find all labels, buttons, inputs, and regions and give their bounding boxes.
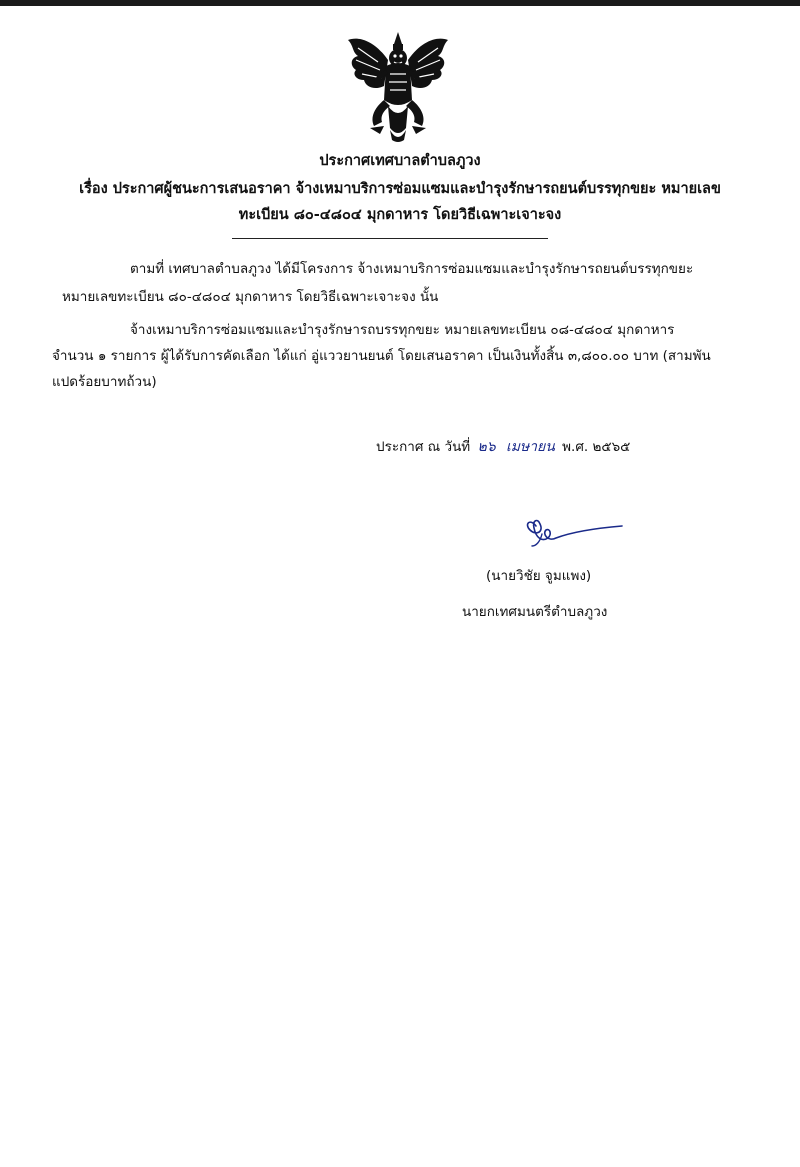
subject-line-2: ทะเบียน ๘๐-๔๘๐๔ มุกดาหาร โดยวิธีเฉพาะเจาะจง bbox=[238, 207, 562, 223]
handwritten-signature-icon bbox=[522, 512, 626, 552]
garuda-emblem-icon bbox=[344, 30, 452, 144]
announcement-date bbox=[376, 437, 630, 457]
year-label: พ.ศ. ๒๕๖๕ bbox=[562, 439, 631, 455]
signer-name: (นายวิชัย จูมแพง) bbox=[486, 568, 592, 584]
body-para1-line1: ตามที่ เทศบาลตำบลภูวง ได้มีโครงการ จ้างเหมาบริการซ่อมแซมและบำรุงรักษารถยนต์บรรทุกขยะ bbox=[130, 261, 694, 277]
handwritten-month: เมษายน bbox=[505, 439, 555, 455]
signer-position: นายกเทศมนตรีตำบลภูวง bbox=[462, 604, 608, 620]
handwritten-day: ๒๖ bbox=[477, 439, 496, 455]
subject-line-1: เรื่อง ประกาศผู้ชนะการเสนอราคา จ้างเหมาบริการซ่อมแซมและบำรุงรักษารถยนต์บรรทุกขยะ หมายเลข bbox=[79, 181, 721, 197]
body-para2-line1: จ้างเหมาบริการซ่อมแซมและบำรุงรักษารถบรรทุกขยะ หมายเลขทะเบียน ๐๘-๔๘๐๔ มุกดาหาร bbox=[130, 322, 675, 338]
body-para2-line3: แปดร้อยบาทถ้วน) bbox=[52, 374, 157, 390]
agency-heading: ประกาศเทศบาลตำบลภูวง bbox=[319, 153, 481, 169]
heading-divider bbox=[232, 238, 548, 239]
date-prefix: ประกาศ ณ วันที่ bbox=[376, 439, 471, 455]
body-para1-line2: หมายเลขทะเบียน ๘๐-๔๘๐๔ มุกดาหาร โดยวิธีเฉพาะเจาะจง นั้น bbox=[62, 289, 439, 305]
body-para2-line2: จำนวน ๑ รายการ ผู้ได้รับการคัดเลือก ได้แก่ อู่แววยานยนต์ โดยเสนอราคา เป็นเงินทั้งสิ้น ๓,๘๐๐.๐๐ บาท (สามพัน bbox=[52, 348, 711, 364]
